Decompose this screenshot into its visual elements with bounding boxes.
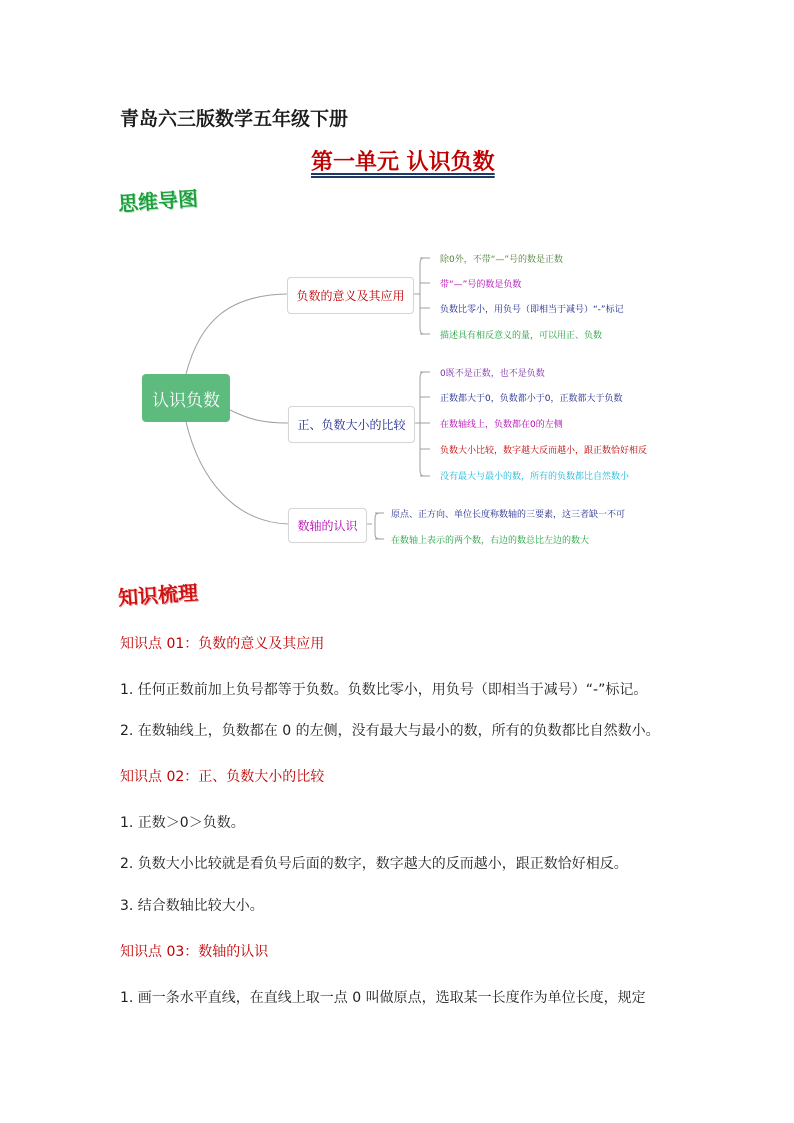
mindmap-leaf: 在数轴线上，负数都在0的左侧 xyxy=(440,420,563,430)
mindmap-leaf: 除0外，不带“—”号的数是正数 xyxy=(440,255,564,265)
mindmap-heading: 思维导图 xyxy=(117,186,199,216)
knowledge-line: 1. 画一条水平直线，在直线上取一点 0 叫做原点，选取某一长度作为单位长度，规定 xyxy=(120,990,646,1006)
mindmap-leaf: 原点、正方向、单位长度称数轴的三要素，这三者缺一不可 xyxy=(391,510,626,520)
mindmap-leaf: 在数轴上表示的两个数，右边的数总比左边的数大 xyxy=(391,536,590,546)
mindmap-root: 认识负数 xyxy=(142,374,230,422)
book-title: 青岛六三版数学五年级下册 xyxy=(120,108,349,130)
mindmap-leaf: 没有最大与最小的数，所有的负数都比自然数小 xyxy=(440,472,630,482)
connector-root-branch-3 xyxy=(186,422,288,524)
knowledge-line: 1. 正数＞0＞负数。 xyxy=(120,815,245,831)
knowledge-line: 2. 负数大小比较就是看负号后面的数字，数字越大的反而越小，跟正数恰好相反。 xyxy=(120,856,628,872)
knowledge-point-title: 知识点 01：负数的意义及其应用 xyxy=(120,636,325,652)
knowledge-heading: 知识梳理 xyxy=(117,580,199,610)
knowledge-line: 3. 结合数轴比较大小。 xyxy=(120,898,264,914)
connector-root-branch-2 xyxy=(230,410,288,423)
unit-title: 第一单元 认识负数 xyxy=(311,149,495,175)
mindmap-leaf: 描述具有相反意义的量，可以用正、负数 xyxy=(440,331,603,341)
knowledge-point-title: 知识点 03：数轴的认识 xyxy=(120,944,269,960)
mindmap-leaf: 负数大小比较，数字越大反而越小，跟正数恰好相反 xyxy=(440,446,648,456)
mindmap-leaf: 负数比零小，用负号（即相当于减号）“-”标记 xyxy=(440,305,624,315)
mindmap-branch-comparison: 正、负数大小的比较 xyxy=(288,406,415,443)
mindmap-branch-number-line: 数轴的认识 xyxy=(288,508,367,543)
knowledge-line: 2. 在数轴线上，负数都在 0 的左侧，没有最大与最小的数，所有的负数都比自然数小。 xyxy=(120,723,660,739)
knowledge-line: 1. 任何正数前加上负号都等于负数。负数比零小，用负号（即相当于减号）“-”标记。 xyxy=(120,682,648,698)
mindmap-branch-meaning: 负数的意义及其应用 xyxy=(287,277,414,314)
mindmap-leaf: 正数都大于0，负数都小于0，正数都大于负数 xyxy=(440,394,623,404)
knowledge-point-title: 知识点 02：正、负数大小的比较 xyxy=(120,769,325,785)
connector-root-branch-1 xyxy=(186,294,287,374)
mindmap-leaf: 带“—”号的数是负数 xyxy=(440,280,522,290)
mindmap-leaf: 0既不是正数，也不是负数 xyxy=(440,369,545,379)
